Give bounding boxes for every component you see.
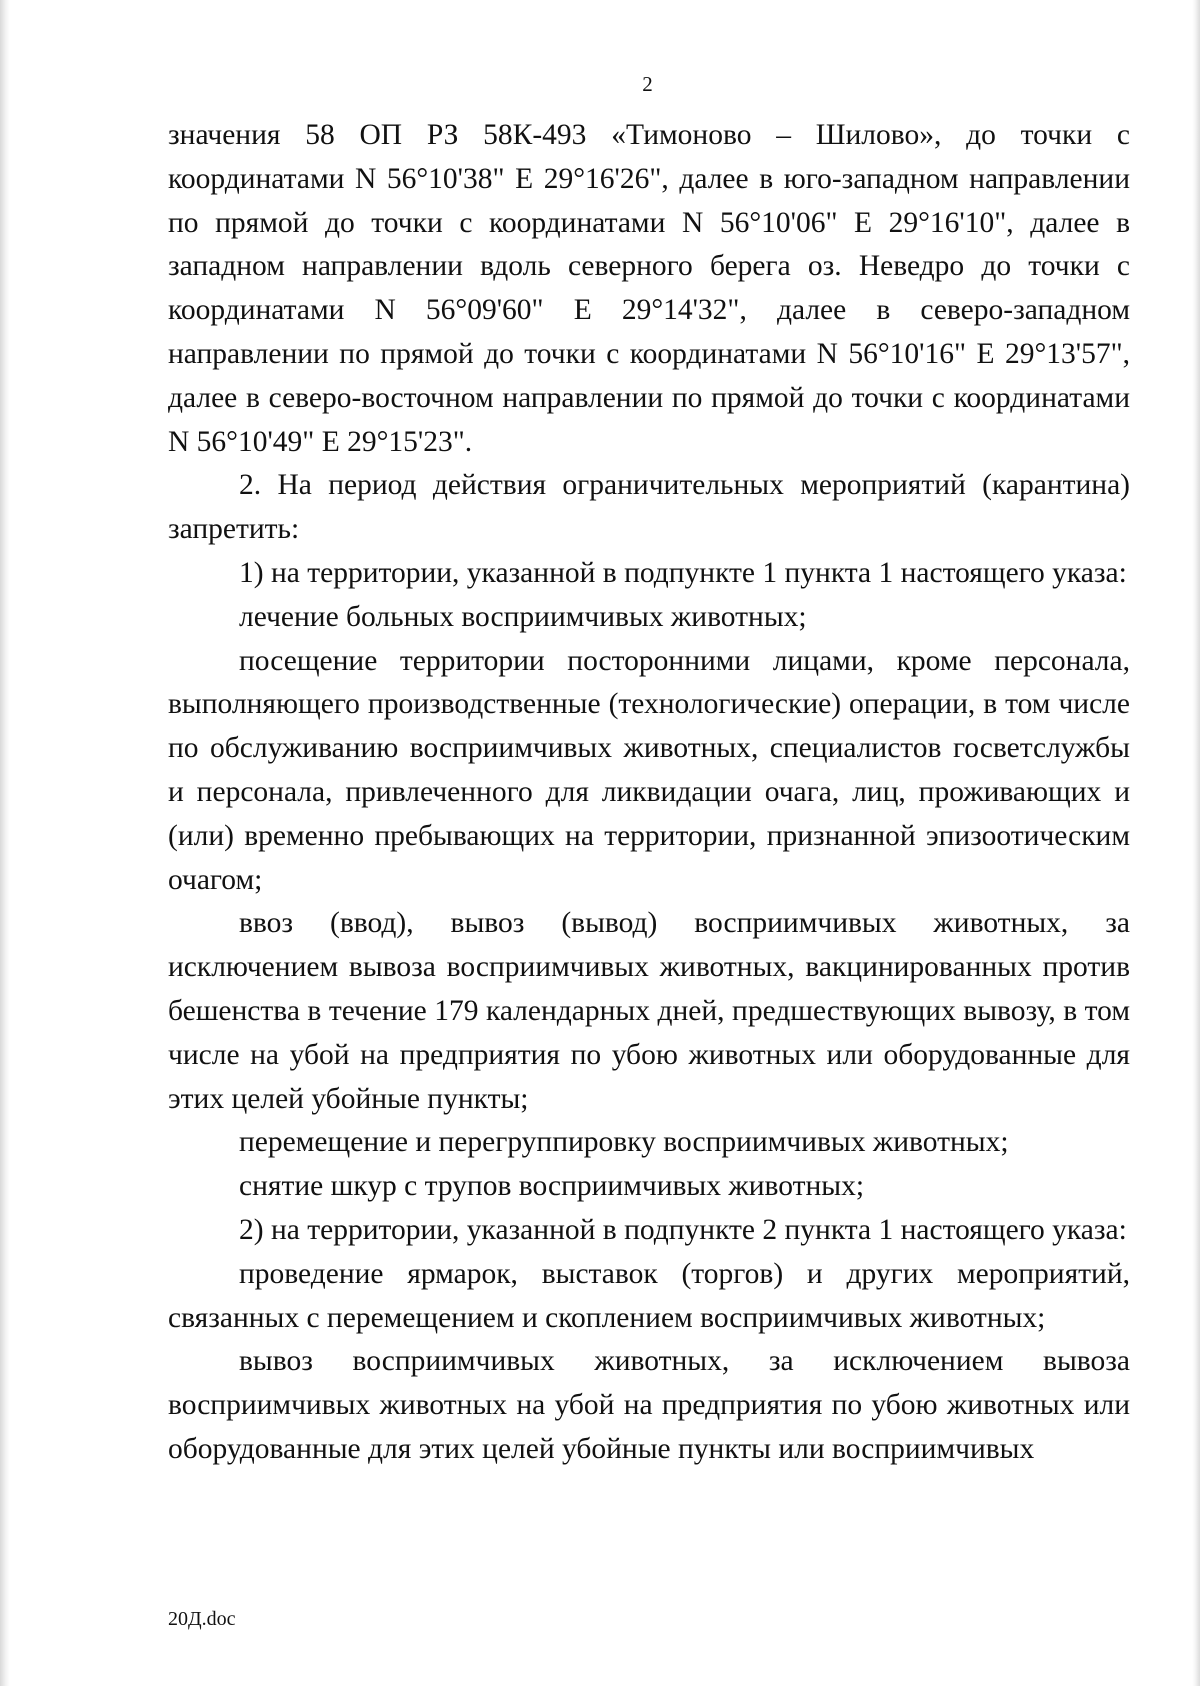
paragraph-treatment: лечение больных восприимчивых животных; — [239, 600, 807, 633]
footer-filename: 20Д.doc — [168, 1608, 236, 1630]
page-number: 2 — [642, 72, 653, 96]
paragraph-subitem-1: 1) на территории, указанной в подпункте 1 пункта 1 настоящего указа: — [239, 556, 1127, 589]
scan-edge-right — [1192, 0, 1200, 1686]
paragraph-skinning: снятие шкур с трупов восприимчивых животных; — [239, 1170, 865, 1203]
paragraph-coordinates: значения 58 ОП РЗ 58К-493 «Тимоново – Шилово», до точки с координатами N 56°10'38" E 29°16'26", далее в юго-западном направлении по прямой до точки с координатами N 56°10'06" E 29°16'10", далее в западном направлении вдоль северного берега оз. Неведро до точки с координатами N 56°09'60" E 29°14'32", далее в северо-западном направлении по прямой до точки с координатами N 56°10'16" E 29°13'57", далее в северо-восточном направлении по прямой до точки с координатами N 56°10'49" E 29°15'23". — [168, 119, 1130, 458]
paragraph-fairs: проведение ярмарок, выставок (торгов) и других мероприятий, связанных с перемещением и скоплением восприимчивых животных; — [168, 1257, 1130, 1334]
document-body — [168, 114, 1130, 1472]
paragraph-item-2: 2. На период действия ограничительных мероприятий (карантина) запретить: — [168, 469, 1130, 546]
paragraph-export: вывоз восприимчивых животных, за исключением вывоза восприимчивых животных на убой на предприятия по убою животных или оборудованные для этих целей убойные пункты или восприимчивых — [168, 1345, 1130, 1465]
scan-edge-left — [0, 0, 10, 1686]
paragraph-visits: посещение территории посторонними лицами, кроме персонала, выполняющего производственные (технологические) операции, в том числе по обслуживанию восприимчивых животных, специалистов госветслужбы и персонала, привлеченного для ликвидации очага, лиц, проживающих и (или) временно пребывающих на территории, признанной эпизоотическим очагом; — [168, 644, 1130, 896]
paragraph-regrouping: перемещение и перегруппировку восприимчивых животных; — [239, 1126, 1009, 1159]
paragraph-import-export: ввоз (ввод), вывоз (вывод) восприимчивых животных, за исключением вывоза восприимчивых животных, вакцинированных против бешенства в течение 179 календарных дней, предшествующих вывозу, в том числе на убой на предприятия по убою животных или оборудованные для этих целей убойные пункты; — [168, 907, 1130, 1115]
paragraph-subitem-2: 2) на территории, указанной в подпункте 2 пункта 1 настоящего указа: — [239, 1213, 1127, 1246]
